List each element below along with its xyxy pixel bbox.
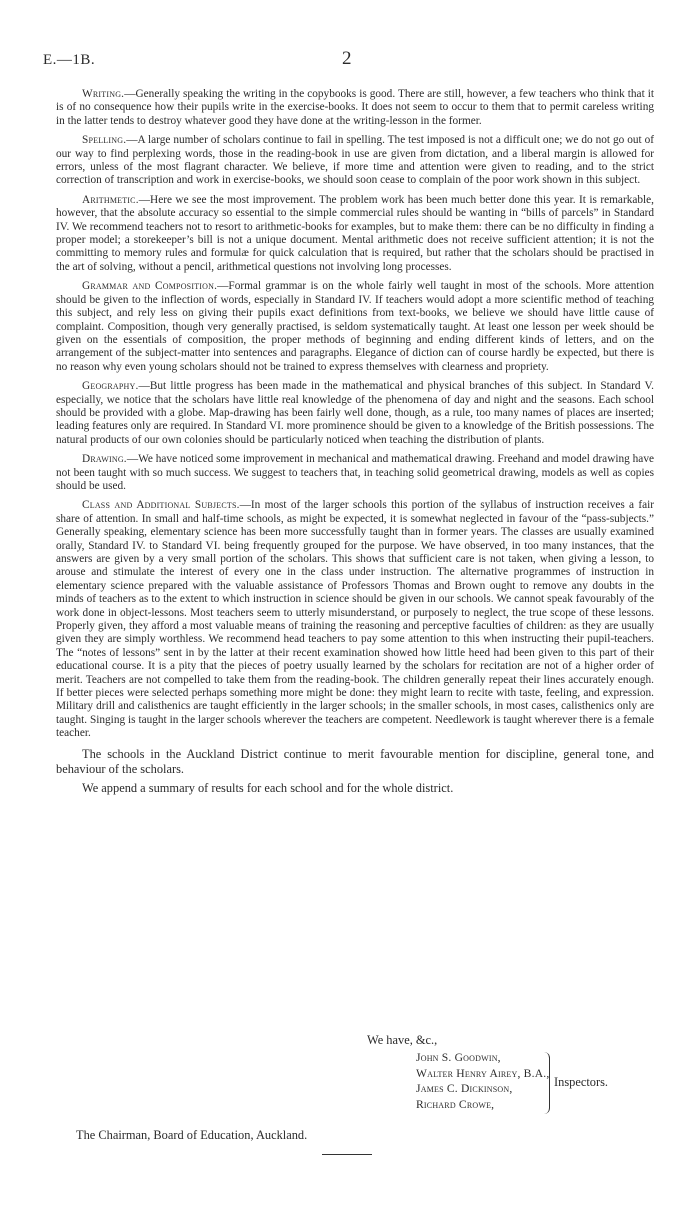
- addressee: The Chairman, Board of Education, Auckland.: [76, 1128, 308, 1142]
- brace-mark: [543, 1052, 550, 1114]
- report-body: [56, 88, 654, 800]
- section-text: —In most of the larger schools this portion of the syllabus of instruction receives a fair share of attention. In small and half-time schools, as might be expected, it is somewhat neglected in favour of the “pass-subjects.” Generally speaking, elementary science has been more successfully taught than in former years. The classes are usually examined orally, Standard IV. to Standard VI. being frequently grouped for the purpose. We have observed, in too many instances, that the answers are given by a very small portion of the scholars. This shows that sufficient care is not taken, when giving a lesson, to arouse and stimulate the interest of every one in the class under instruction. The alternative programmes of instruction in elementary science prepared with the valuable assistance of Professors Thomas and Brown ought to remove any doubts in the minds of teachers as to the extent to which instruction in science should be given in our schools. We cannot speak favourably of the work done in object-lessons. Most teachers seem to utterly misunderstand, or purposely to neglect, the true scope of these lessons. Properly given, they afford a most valuable means of training the reasoning and perceptive faculties of children: as they are usually given they are simply worthless. We recommend head teachers to pay some attention to this when instructing their pupil-teachers. The “notes of lessons” sent in by the latter at their recent examination showed how little heed had been given to this part of their educational course. It is a pity that the pieces of poetry usually learned by the scholars for recitation are not of a higher order of merit. Teachers are not compelled to take them from the reading-book. The children generally repeat their lines accurately enough. If better pieces were selected perhaps something more might be done: they might learn to recite with taste, feeling, and expression. Military drill and calisthenics are taught efficiently in the larger schools; in the smaller schools, in most cases, calisthenics only are taught. Singing is taught in the larger schools wherever the teachers are competent. Needlework is taught wherever there is a female teacher.: [56, 499, 654, 740]
- section-writing: [56, 88, 654, 128]
- section-class-additional-subjects: [56, 499, 654, 740]
- closing-paragraph: We append a summary of results for each school and for the whole district.: [82, 780, 454, 795]
- section-heading: Drawing.: [82, 453, 127, 466]
- section-spelling: [56, 134, 654, 188]
- signatory-name: Richard Crowe,: [416, 1097, 495, 1111]
- signatory-list: [416, 1050, 549, 1112]
- section-text: —Formal grammar is on the whole fairly well taught in most of the schools. More attention should be given to the inflection of words, especially in Standard IV. If teachers would adopt a more scientific method of teaching this subject, and rely less on giving their pupils exact definitions from text-books, we believe we should have little cause of complaint. Composition, though very generally practised, is seldom systematically taught. At least one lesson per week should be given on the essentials of composition, the proper methods of beginning and ending different kinds of letters, and on the arrangement of the subject-matter into sentences and paragraphs. Elegance of diction can of course hardly be expected, but there is no reason why even young scholars should not be trained to express themselves with clearness and propriety.: [56, 280, 654, 373]
- section-text: —Generally speaking the writing in the copybooks is good. There are still, however, a few teachers who think that it is of no consequence how their pupils write in the exercise-books. It does not seem to occur to them that to permit careless writing in the latter tends to destroy whatever good they have done at the writing-lesson in the former.: [56, 88, 654, 127]
- section-text: —But little progress has been made in the mathematical and physical branches of this subject. In Standard V. especially, we notice that the scholars have little real knowledge of the phenomena of day and night and the seasons. Each school should be provided with a globe. Map-drawing has been fairly well done, though, as a rule, too many names of places are inserted; leading features only are required. In Standard VI. more prominence should be given to a knowledge of the British possessions. The natural products of our own colonies should be particularly noticed when teaching the distribution of plants.: [56, 380, 654, 446]
- closing-paragraph: The schools in the Auckland District continue to merit favourable mention for discipline, general tone, and behaviour of the scholars.: [56, 746, 654, 776]
- section-text: —A large number of scholars continue to fail in spelling. The test imposed is not a difficult one; we do not go out of our way to find perplexing words, those in the reading-book in use are given from dictation, and a liberal margin is allowed for errors, unless of the most flagrant character. We believe, if more time and attention were given to reading, and to the strict correction of transcription and work in exercise-books, we should soon cease to complain of the poor work shown in this subject.: [56, 134, 654, 187]
- section-heading: Writing.: [82, 88, 125, 100]
- signatory-role: Inspectors.: [554, 1075, 609, 1089]
- section-geography: [56, 380, 654, 447]
- section-text: —We have noticed some improvement in mechanical and mathematical drawing. Freehand and model drawing have not been taught with so much success. We suggest to teachers that, in teaching solid geometrical drawing, models as well as copies should be used.: [56, 453, 654, 492]
- section-heading: Grammar and Composition.: [82, 280, 218, 293]
- section-arithmetic: [56, 194, 654, 274]
- closing-rule: [322, 1154, 372, 1155]
- section-drawing: [56, 453, 654, 493]
- section-heading: Geography.: [82, 380, 139, 393]
- page-number: 2: [342, 48, 352, 69]
- section-grammar-composition: [56, 280, 654, 374]
- signatory-name: John S. Goodwin,: [416, 1051, 501, 1064]
- section-heading: Class and Additional Subjects.: [82, 499, 240, 512]
- signatory-name: James C. Dickinson,: [416, 1082, 513, 1095]
- section-heading: Spelling.: [82, 134, 127, 147]
- signatory-name: Walter Henry Airey, B.A.,: [416, 1066, 550, 1080]
- salutation: We have, &c.,: [367, 1033, 438, 1047]
- document-reference: E.—1B.: [43, 52, 96, 68]
- section-text: —Here we see the most improvement. The problem work has been much better done this year. It is remarkable, however, that the absolute accuracy so essential to the simple commercial rules should be wanting in “bills of parcels” in Standard IV. We recommend teachers not to resort to arithmetic-books for examples, but to make them: there can be no difficulty in finding a proper model; a storekeeper’s bill is not a unique document. Mental arithmetic does not receive sufficient attention; it is not the committing to memory rules and formulæ for quick calculation that is required, but rather that the scholars should be practised in the art of solving, without a pencil, arithmetical questions not involving long processes.: [56, 193, 654, 273]
- section-heading: Arithmetic.: [82, 193, 139, 206]
